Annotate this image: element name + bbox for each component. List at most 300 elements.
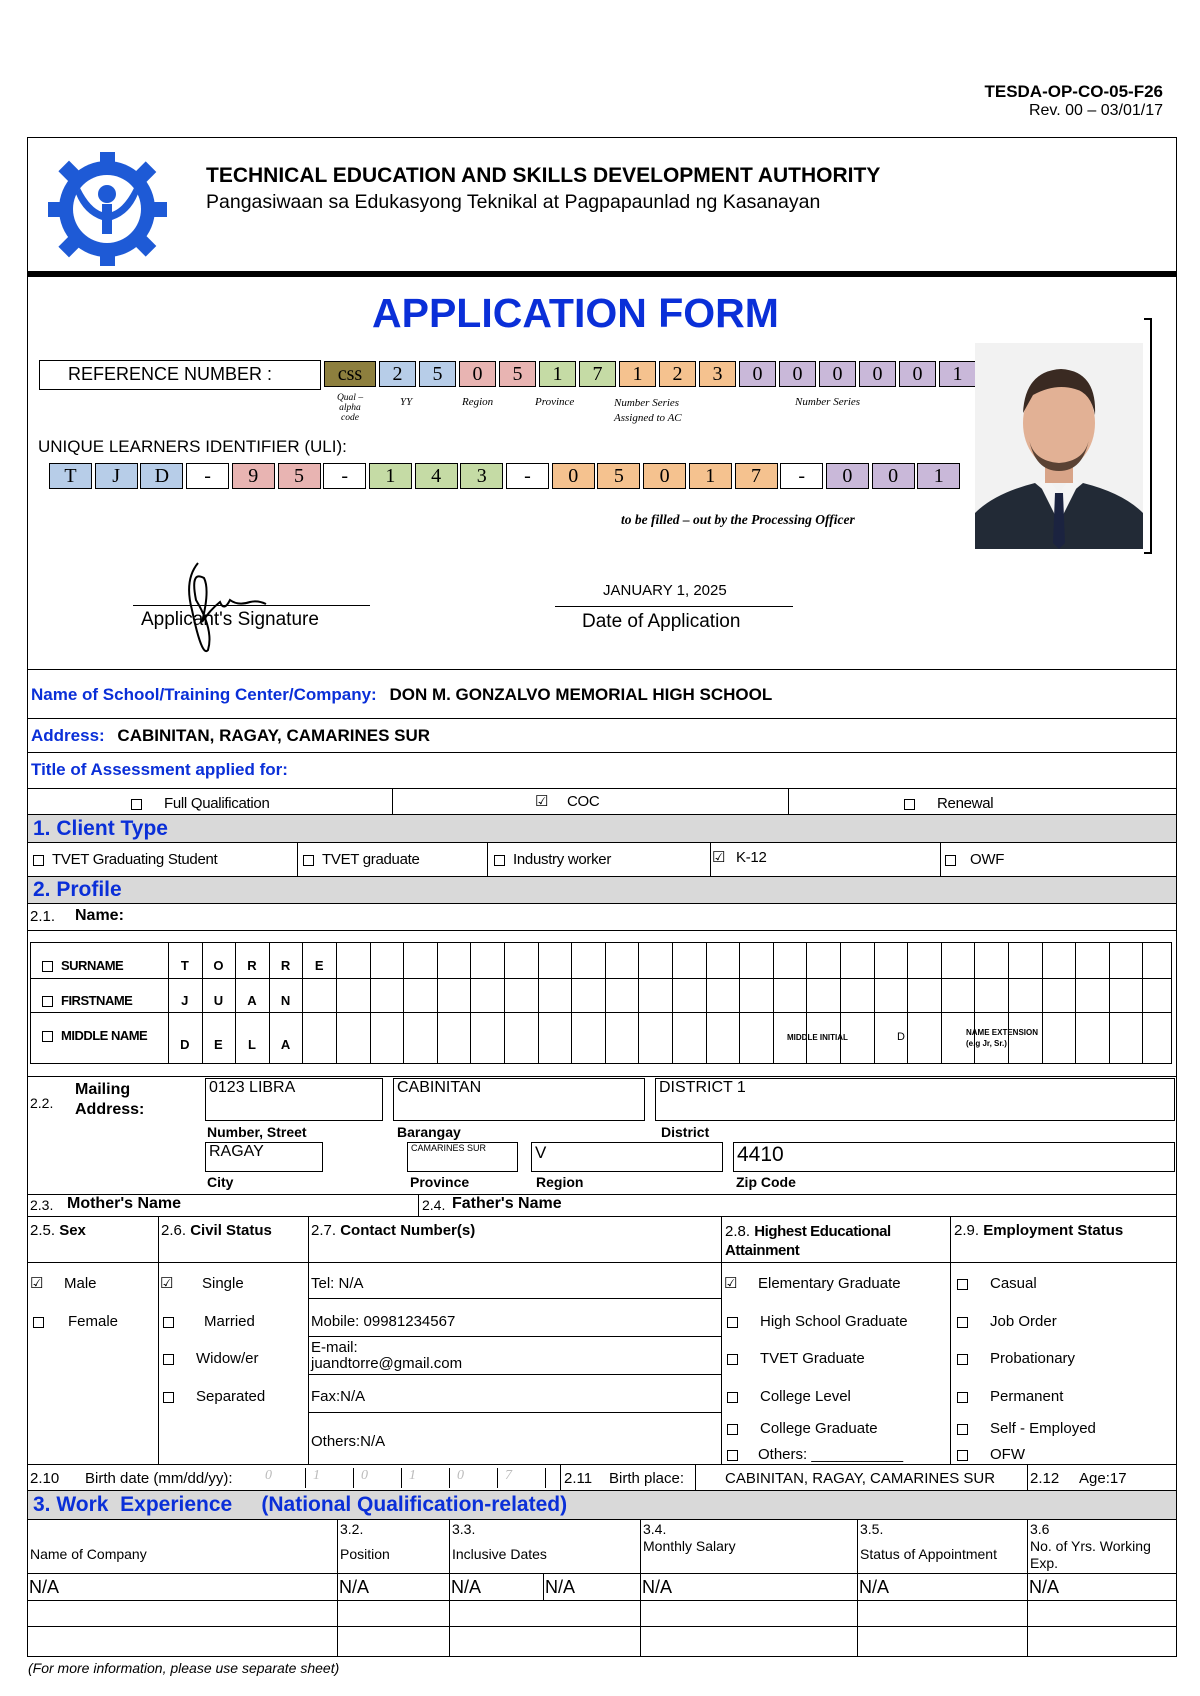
male-checkbox-checked[interactable]: ☑: [30, 1275, 44, 1293]
header-divider: [27, 271, 1177, 277]
father-label: Father's Name: [452, 1195, 562, 1212]
work-header-cell: [1030, 1521, 1174, 1571]
work-value-cell[interactable]: N/A: [339, 1577, 370, 1597]
uli-cell: 7: [735, 463, 778, 489]
tvet-checkbox[interactable]: [727, 1354, 738, 1365]
contact-fax[interactable]: Fax:N/A: [311, 1388, 366, 1405]
uli-cell: J: [95, 463, 138, 489]
uli-cell: 1: [369, 463, 412, 489]
divider-birth: [27, 1464, 1177, 1465]
birthdate-digit[interactable]: 0: [262, 1468, 306, 1488]
uli-cell: 3: [460, 463, 503, 489]
tvet-graduating-checkbox[interactable]: [33, 855, 44, 866]
ref-cell: 1: [539, 361, 576, 387]
uli-cell: 5: [597, 463, 640, 489]
married-checkbox[interactable]: [163, 1317, 174, 1328]
work-value-cell[interactable]: N/A: [29, 1577, 60, 1597]
uli-cell: 1: [689, 463, 732, 489]
district-field[interactable]: [655, 1078, 1175, 1121]
uli-cell: T: [49, 463, 92, 489]
ref-cell: 1: [939, 361, 976, 387]
personal-div-2: [308, 1216, 309, 1464]
uli-cell: 0: [826, 463, 869, 489]
highschool-checkbox[interactable]: [727, 1317, 738, 1328]
contact-others[interactable]: Others:N/A: [311, 1433, 386, 1450]
client-type-title: 1. Client Type: [33, 817, 168, 840]
employment-label: Employment Status: [983, 1222, 1124, 1239]
profile-header: [28, 877, 1176, 903]
uli-cell: -: [506, 463, 549, 489]
contact-label: Contact Number(s): [340, 1222, 476, 1239]
client-type-tvet-graduating[interactable]: [33, 851, 217, 868]
work-header-cell: [452, 1521, 637, 1571]
firstname-row-label[interactable]: [42, 993, 132, 1008]
industry-worker-checkbox[interactable]: [494, 855, 505, 866]
work-col-divider: [1027, 1519, 1028, 1657]
middle-initial-label: MIDDLE INITIAL: [787, 1033, 848, 1042]
name-grid-col: [941, 942, 942, 1064]
work-row-2-top: [27, 1600, 1177, 1601]
street-value: 0123 LIBRA: [209, 1079, 296, 1096]
ref-cell: 0: [859, 361, 896, 387]
elementary-checkbox-checked[interactable]: ☑: [724, 1275, 738, 1293]
region-label: Region: [536, 1174, 584, 1190]
divider-name-grid: [27, 930, 1177, 931]
middle-initial-value: D: [897, 1031, 905, 1043]
edu-elementary[interactable]: [724, 1275, 901, 1292]
birthdate-digit[interactable]: 7: [502, 1468, 546, 1488]
civil-number: 2.6.: [161, 1222, 187, 1239]
elementary-label: Elementary Graduate: [758, 1275, 901, 1292]
emp-probationary[interactable]: [957, 1350, 1075, 1367]
assessment-coc[interactable]: [535, 793, 599, 810]
emp-ofw[interactable]: [957, 1446, 1025, 1463]
work-header-number: 3.5.: [860, 1521, 884, 1537]
job-order-label: Job Order: [990, 1313, 1057, 1330]
ref-caption-number-series: Number Series: [795, 396, 861, 408]
casual-label: Casual: [990, 1275, 1037, 1292]
mother-label: Mother's Name: [67, 1195, 182, 1212]
civil-separated[interactable]: [163, 1388, 265, 1405]
work-col-divider: [449, 1519, 450, 1657]
college-graduate-checkbox[interactable]: [727, 1424, 738, 1435]
coc-checkbox-checked[interactable]: ☑: [535, 793, 549, 811]
name-grid-col: [504, 942, 505, 1064]
barangay-value: CABINITAN: [397, 1079, 482, 1096]
male-label: Male: [64, 1275, 97, 1292]
work-row-3-top: [27, 1626, 1177, 1627]
assessment-label: Title of Assessment applied for:: [31, 760, 288, 779]
name-letter[interactable]: O: [213, 958, 224, 973]
contact-email[interactable]: [311, 1340, 462, 1372]
work-header-number: 3.3.: [452, 1521, 476, 1537]
ref-caption-qual: Qual – alpha code: [336, 393, 364, 423]
education-label: Highest Educational Attainment: [725, 1223, 891, 1259]
assess-div-1: [392, 788, 393, 814]
personal-div-1: [158, 1216, 159, 1464]
divider-assessment-options: [27, 788, 1177, 789]
edu-tvet[interactable]: [727, 1350, 865, 1367]
work-header-cell: [643, 1521, 854, 1571]
client-type-owf[interactable]: [945, 851, 1004, 868]
contact-row-4: [308, 1412, 721, 1413]
signature-label: Applicant's Signature: [141, 609, 319, 630]
mailing-number: 2.2.: [30, 1095, 54, 1111]
contact-header: [311, 1222, 475, 1239]
name-grid-col: [806, 942, 807, 1064]
work-value-cell[interactable]: N/A: [545, 1577, 576, 1597]
name-extension-label: NAME EXTENSION (e.g Jr, Sr.): [966, 1028, 1039, 1048]
casual-checkbox[interactable]: [957, 1279, 968, 1290]
name-letter[interactable]: D: [180, 1037, 190, 1052]
photo-bracket: [1144, 318, 1152, 554]
ref-cell: 5: [499, 361, 536, 387]
zip-field[interactable]: [733, 1142, 1175, 1172]
firstname-checkbox[interactable]: [42, 996, 53, 1007]
divider-address: [27, 718, 1177, 719]
applicant-photo: [975, 343, 1143, 549]
name-letter[interactable]: R: [247, 958, 257, 973]
civil-label: Civil Status: [190, 1222, 272, 1239]
birth-div-1: [560, 1464, 561, 1490]
civil-single[interactable]: [160, 1275, 244, 1292]
city-field[interactable]: [205, 1142, 323, 1172]
uli-cell: 5: [278, 463, 321, 489]
contact-number: 2.7.: [311, 1222, 337, 1239]
name-letter[interactable]: L: [248, 1037, 256, 1052]
birthdate-label: Birth date (mm/dd/yy):: [85, 1470, 233, 1487]
assess-div-2: [788, 788, 789, 814]
emp-self-employed[interactable]: [957, 1420, 1096, 1437]
reference-number-label: [39, 360, 321, 390]
middlename-row-label[interactable]: [42, 1028, 162, 1044]
name-grid-col: [370, 942, 371, 1064]
ref-cell: 0: [899, 361, 936, 387]
name-letter[interactable]: J: [181, 993, 189, 1008]
uli-cell: -: [323, 463, 366, 489]
k12-label: K-12: [736, 849, 767, 866]
name-grid-col: [672, 942, 673, 1064]
work-header-label: Status of Appointment: [860, 1546, 997, 1562]
work-col-divider: [337, 1519, 338, 1657]
zip-label: Zip Code: [736, 1174, 796, 1190]
agency-name: TECHNICAL EDUCATION AND SKILLS DEVELOPMENT AUTHORITY: [206, 164, 881, 187]
surname-checkbox[interactable]: [42, 961, 53, 972]
region-value: V: [535, 1143, 547, 1162]
probationary-label: Probationary: [990, 1350, 1076, 1367]
work-dates-subdivider: [543, 1573, 544, 1600]
birth-div-2: [695, 1464, 696, 1490]
female-label: Female: [68, 1313, 119, 1330]
full-qualification-label: Full Qualification: [164, 795, 270, 812]
self-employed-label: Self - Employed: [990, 1420, 1096, 1437]
education-header: [725, 1222, 935, 1260]
work-header-label: No. of Yrs. Working Exp.: [1030, 1538, 1151, 1571]
ref-cell: 1: [619, 361, 656, 387]
tvet-graduating-label: TVET Graduating Student: [52, 851, 218, 868]
client-div-4: [940, 842, 941, 876]
ref-cell: 3: [699, 361, 736, 387]
client-div-3: [710, 842, 711, 876]
name-grid-col: [437, 942, 438, 1064]
edu-others-checkbox[interactable]: [727, 1450, 738, 1461]
uli-cell: 9: [232, 463, 275, 489]
doc-revision: Rev. 00 – 03/01/17: [1028, 102, 1163, 119]
name-grid-col: [571, 942, 572, 1064]
street-field[interactable]: [205, 1078, 383, 1121]
ref-cell: 0: [819, 361, 856, 387]
permanent-label: Permanent: [990, 1388, 1064, 1405]
client-type-header: [28, 815, 1176, 842]
agency-name-filipino: Pangasiwaan sa Edukasyong Teknikal at Pagpapaunlad ng Kasanayan: [206, 191, 821, 213]
divider-personal: [27, 1216, 1177, 1217]
reference-number-label-text: REFERENCE NUMBER :: [68, 364, 273, 384]
work-header-number: 3.4.: [643, 1521, 667, 1537]
city-value: RAGAY: [209, 1143, 264, 1160]
highschool-label: High School Graduate: [760, 1313, 908, 1330]
work-value-cell[interactable]: N/A: [642, 1577, 673, 1597]
age-value[interactable]: Age:17: [1079, 1470, 1127, 1487]
divider-name: [27, 903, 1177, 904]
personal-div-3: [721, 1216, 722, 1464]
email-label: E-mail:: [311, 1339, 358, 1356]
footer-note: (For more information, please use separate sheet): [28, 1660, 340, 1676]
civil-widower[interactable]: [163, 1350, 259, 1367]
contact-tel[interactable]: Tel: N/A: [311, 1275, 364, 1292]
divider-client-opts: [27, 842, 1177, 843]
district-label: District: [661, 1124, 710, 1140]
work-col-divider: [857, 1519, 858, 1657]
uli-cell: 0: [552, 463, 595, 489]
work-header-label: Position: [340, 1546, 390, 1562]
school-label: Name of School/Training Center/Company:: [31, 685, 377, 704]
middlename-checkbox[interactable]: [42, 1031, 53, 1042]
emp-job-order[interactable]: [957, 1313, 1057, 1330]
processing-note: to be filled – out by the Processing Officer: [621, 512, 855, 527]
client-type-k12[interactable]: [712, 849, 767, 866]
mother-number: 2.3.: [30, 1197, 54, 1213]
school-value: DON M. GONZALVO MEMORIAL HIGH SCHOOL: [389, 685, 773, 704]
birthdate-digit[interactable]: 1: [406, 1468, 450, 1488]
name-grid-col: [336, 942, 337, 1064]
name-grid-col: [1142, 942, 1143, 1064]
edu-others[interactable]: [727, 1446, 903, 1463]
work-header-cell: [860, 1521, 1024, 1571]
work-header-number: [30, 1521, 334, 1538]
sex-header: [30, 1222, 86, 1239]
divider-parents: [27, 1194, 1177, 1195]
tvet-graduate-label: TVET graduate: [322, 851, 420, 868]
personal-div-4: [950, 1216, 951, 1464]
uli-cell: 1: [917, 463, 960, 489]
divider-work-head: [27, 1519, 1177, 1520]
uli-cell: -: [780, 463, 823, 489]
name-grid-col: [470, 942, 471, 1064]
address-label: Address:: [31, 726, 105, 745]
name-grid-col: [638, 942, 639, 1064]
work-header-label: Name of Company: [30, 1546, 147, 1562]
work-header-label: Monthly Salary: [643, 1538, 736, 1554]
ref-caption-yy: YY: [400, 396, 413, 408]
sex-number: 2.5.: [30, 1222, 56, 1239]
work-value-cell[interactable]: N/A: [859, 1577, 890, 1597]
ofw-checkbox[interactable]: [957, 1450, 968, 1461]
permanent-checkbox[interactable]: [957, 1392, 968, 1403]
client-type-industry-worker[interactable]: [494, 851, 611, 868]
street-label: Number, Street: [207, 1124, 307, 1140]
client-type-tvet-graduate[interactable]: [303, 851, 420, 868]
client-div-2: [487, 842, 488, 876]
email-value: juandtorre@gmail.com: [311, 1355, 463, 1372]
employment-number: 2.9.: [954, 1222, 980, 1239]
tvet-graduate-checkbox[interactable]: [303, 855, 314, 866]
region-field[interactable]: [531, 1142, 723, 1172]
name-grid-col: [1109, 942, 1110, 1064]
middlename-label: MIDDLE NAME: [61, 1028, 148, 1043]
name-letter[interactable]: E: [214, 1037, 223, 1052]
work-value-cell[interactable]: N/A: [1029, 1577, 1060, 1597]
contact-mobile[interactable]: Mobile: 09981234567: [311, 1313, 456, 1330]
zip-value: 4410: [737, 1143, 784, 1166]
parents-divider: [418, 1194, 419, 1216]
birthplace-label: Birth place:: [609, 1470, 685, 1487]
coc-label: COC: [567, 793, 600, 810]
work-title: 3. Work Experience (National Qualification-related): [33, 1493, 568, 1516]
work-value-cell[interactable]: N/A: [451, 1577, 482, 1597]
contact-row-3: [308, 1374, 721, 1375]
province-value: CAMARINES SUR: [411, 1143, 487, 1153]
father-number: 2.4.: [422, 1197, 446, 1213]
separated-label: Separated: [196, 1388, 266, 1405]
surname-row-label[interactable]: [42, 958, 123, 973]
date-value: JANUARY 1, 2025: [603, 582, 727, 599]
renewal-label: Renewal: [937, 795, 994, 812]
full-qualification-checkbox[interactable]: [131, 799, 142, 810]
assessment-full-qualification[interactable]: [131, 795, 269, 812]
work-row-1-top: [27, 1573, 1177, 1574]
work-header-cell: [30, 1521, 334, 1571]
ref-cell: 2: [659, 361, 696, 387]
edu-others-label: Others: ___________: [758, 1446, 904, 1463]
name-grid-col: [538, 942, 539, 1064]
name-number: 2.1.: [30, 908, 56, 925]
ref-caption-ac-series: Number Series Assigned to AC: [614, 397, 682, 424]
sex-female[interactable]: [33, 1313, 118, 1330]
owf-label: OWF: [970, 851, 1005, 868]
civil-header: [161, 1222, 272, 1239]
address-value: CABINITAN, RAGAY, CAMARINES SUR: [117, 726, 431, 745]
edu-college-level[interactable]: [727, 1388, 851, 1405]
barangay-field[interactable]: [393, 1078, 645, 1121]
name-grid-col: [1075, 942, 1076, 1064]
edu-highschool[interactable]: [727, 1313, 908, 1330]
name-letter[interactable]: U: [213, 993, 224, 1008]
ref-caption-region: Region: [462, 396, 494, 408]
birthdate-digit[interactable]: 0: [454, 1468, 498, 1488]
college-graduate-label: College Graduate: [760, 1420, 878, 1437]
birthplace-value[interactable]: CABINITAN, RAGAY, CAMARINES SUR: [725, 1470, 996, 1487]
uli-cell: 0: [643, 463, 686, 489]
contact-row-2: [308, 1336, 721, 1337]
profile-title: 2. Profile: [33, 878, 122, 901]
widower-checkbox[interactable]: [163, 1354, 174, 1365]
work-header-number: 3.2.: [340, 1521, 364, 1537]
assessment-renewal[interactable]: [904, 795, 993, 812]
ref-cell: 7: [579, 361, 616, 387]
birthdate-digit[interactable]: 1: [310, 1468, 354, 1488]
name-letter[interactable]: E: [314, 958, 324, 973]
name-grid-col: [874, 942, 875, 1064]
surname-label: SURNAME: [61, 958, 124, 973]
emp-casual[interactable]: [957, 1275, 1037, 1292]
uli-cell: -: [186, 463, 229, 489]
name-grid-col: [840, 942, 841, 1064]
name-grid-col: [907, 942, 908, 1064]
sex-male[interactable]: [30, 1275, 97, 1292]
uli-cell: 0: [872, 463, 915, 489]
name-grid-col: [773, 942, 774, 1064]
civil-married[interactable]: [163, 1313, 255, 1330]
firstname-label: FIRSTNAME: [61, 993, 133, 1008]
ref-cell: 2: [379, 361, 416, 387]
ref-cell: 0: [779, 361, 816, 387]
female-checkbox[interactable]: [33, 1317, 44, 1328]
name-letter[interactable]: N: [280, 993, 291, 1008]
birth-div-3: [1027, 1464, 1028, 1490]
divider-school: [27, 669, 1177, 670]
contact-row-1: [308, 1298, 721, 1299]
college-level-checkbox[interactable]: [727, 1392, 738, 1403]
province-field[interactable]: [407, 1142, 518, 1172]
barangay-label: Barangay: [397, 1124, 461, 1140]
district-value: DISTRICT 1: [659, 1079, 746, 1096]
single-checkbox-checked[interactable]: ☑: [160, 1275, 174, 1293]
work-header-label: Inclusive Dates: [452, 1546, 547, 1562]
college-level-label: College Level: [760, 1388, 851, 1405]
ref-cell: css: [324, 361, 376, 387]
name-letter[interactable]: R: [280, 958, 291, 973]
name-letter[interactable]: A: [280, 1037, 291, 1052]
separated-checkbox[interactable]: [163, 1392, 174, 1403]
ofw-label: OFW: [990, 1446, 1025, 1463]
renewal-checkbox[interactable]: [904, 799, 915, 810]
mailing-label: Mailing Address:: [75, 1081, 145, 1118]
uli-cell: 4: [415, 463, 458, 489]
emp-permanent[interactable]: [957, 1388, 1063, 1405]
job-order-checkbox[interactable]: [957, 1317, 968, 1328]
form-title: APPLICATION FORM: [372, 290, 779, 336]
k12-checkbox-checked[interactable]: ☑: [712, 849, 726, 867]
name-letter[interactable]: A: [247, 993, 257, 1008]
name-label: Name:: [75, 907, 124, 924]
date-label: Date of Application: [582, 611, 741, 632]
self-employed-checkbox[interactable]: [957, 1424, 968, 1435]
birthdate-digit[interactable]: 0: [358, 1468, 402, 1488]
date-line: [555, 606, 793, 607]
edu-college-graduate[interactable]: [727, 1420, 878, 1437]
name-grid-col: [605, 942, 606, 1064]
name-letter[interactable]: T: [180, 958, 189, 973]
work-header: [28, 1491, 1176, 1519]
name-grid-col: [403, 942, 404, 1064]
ref-cell: 5: [419, 361, 456, 387]
client-div-1: [297, 842, 298, 876]
owf-checkbox[interactable]: [945, 855, 956, 866]
birth-number: 2.10: [30, 1470, 60, 1487]
probationary-checkbox[interactable]: [957, 1354, 968, 1365]
tesda-logo: [40, 146, 175, 272]
work-col-divider: [640, 1519, 641, 1657]
